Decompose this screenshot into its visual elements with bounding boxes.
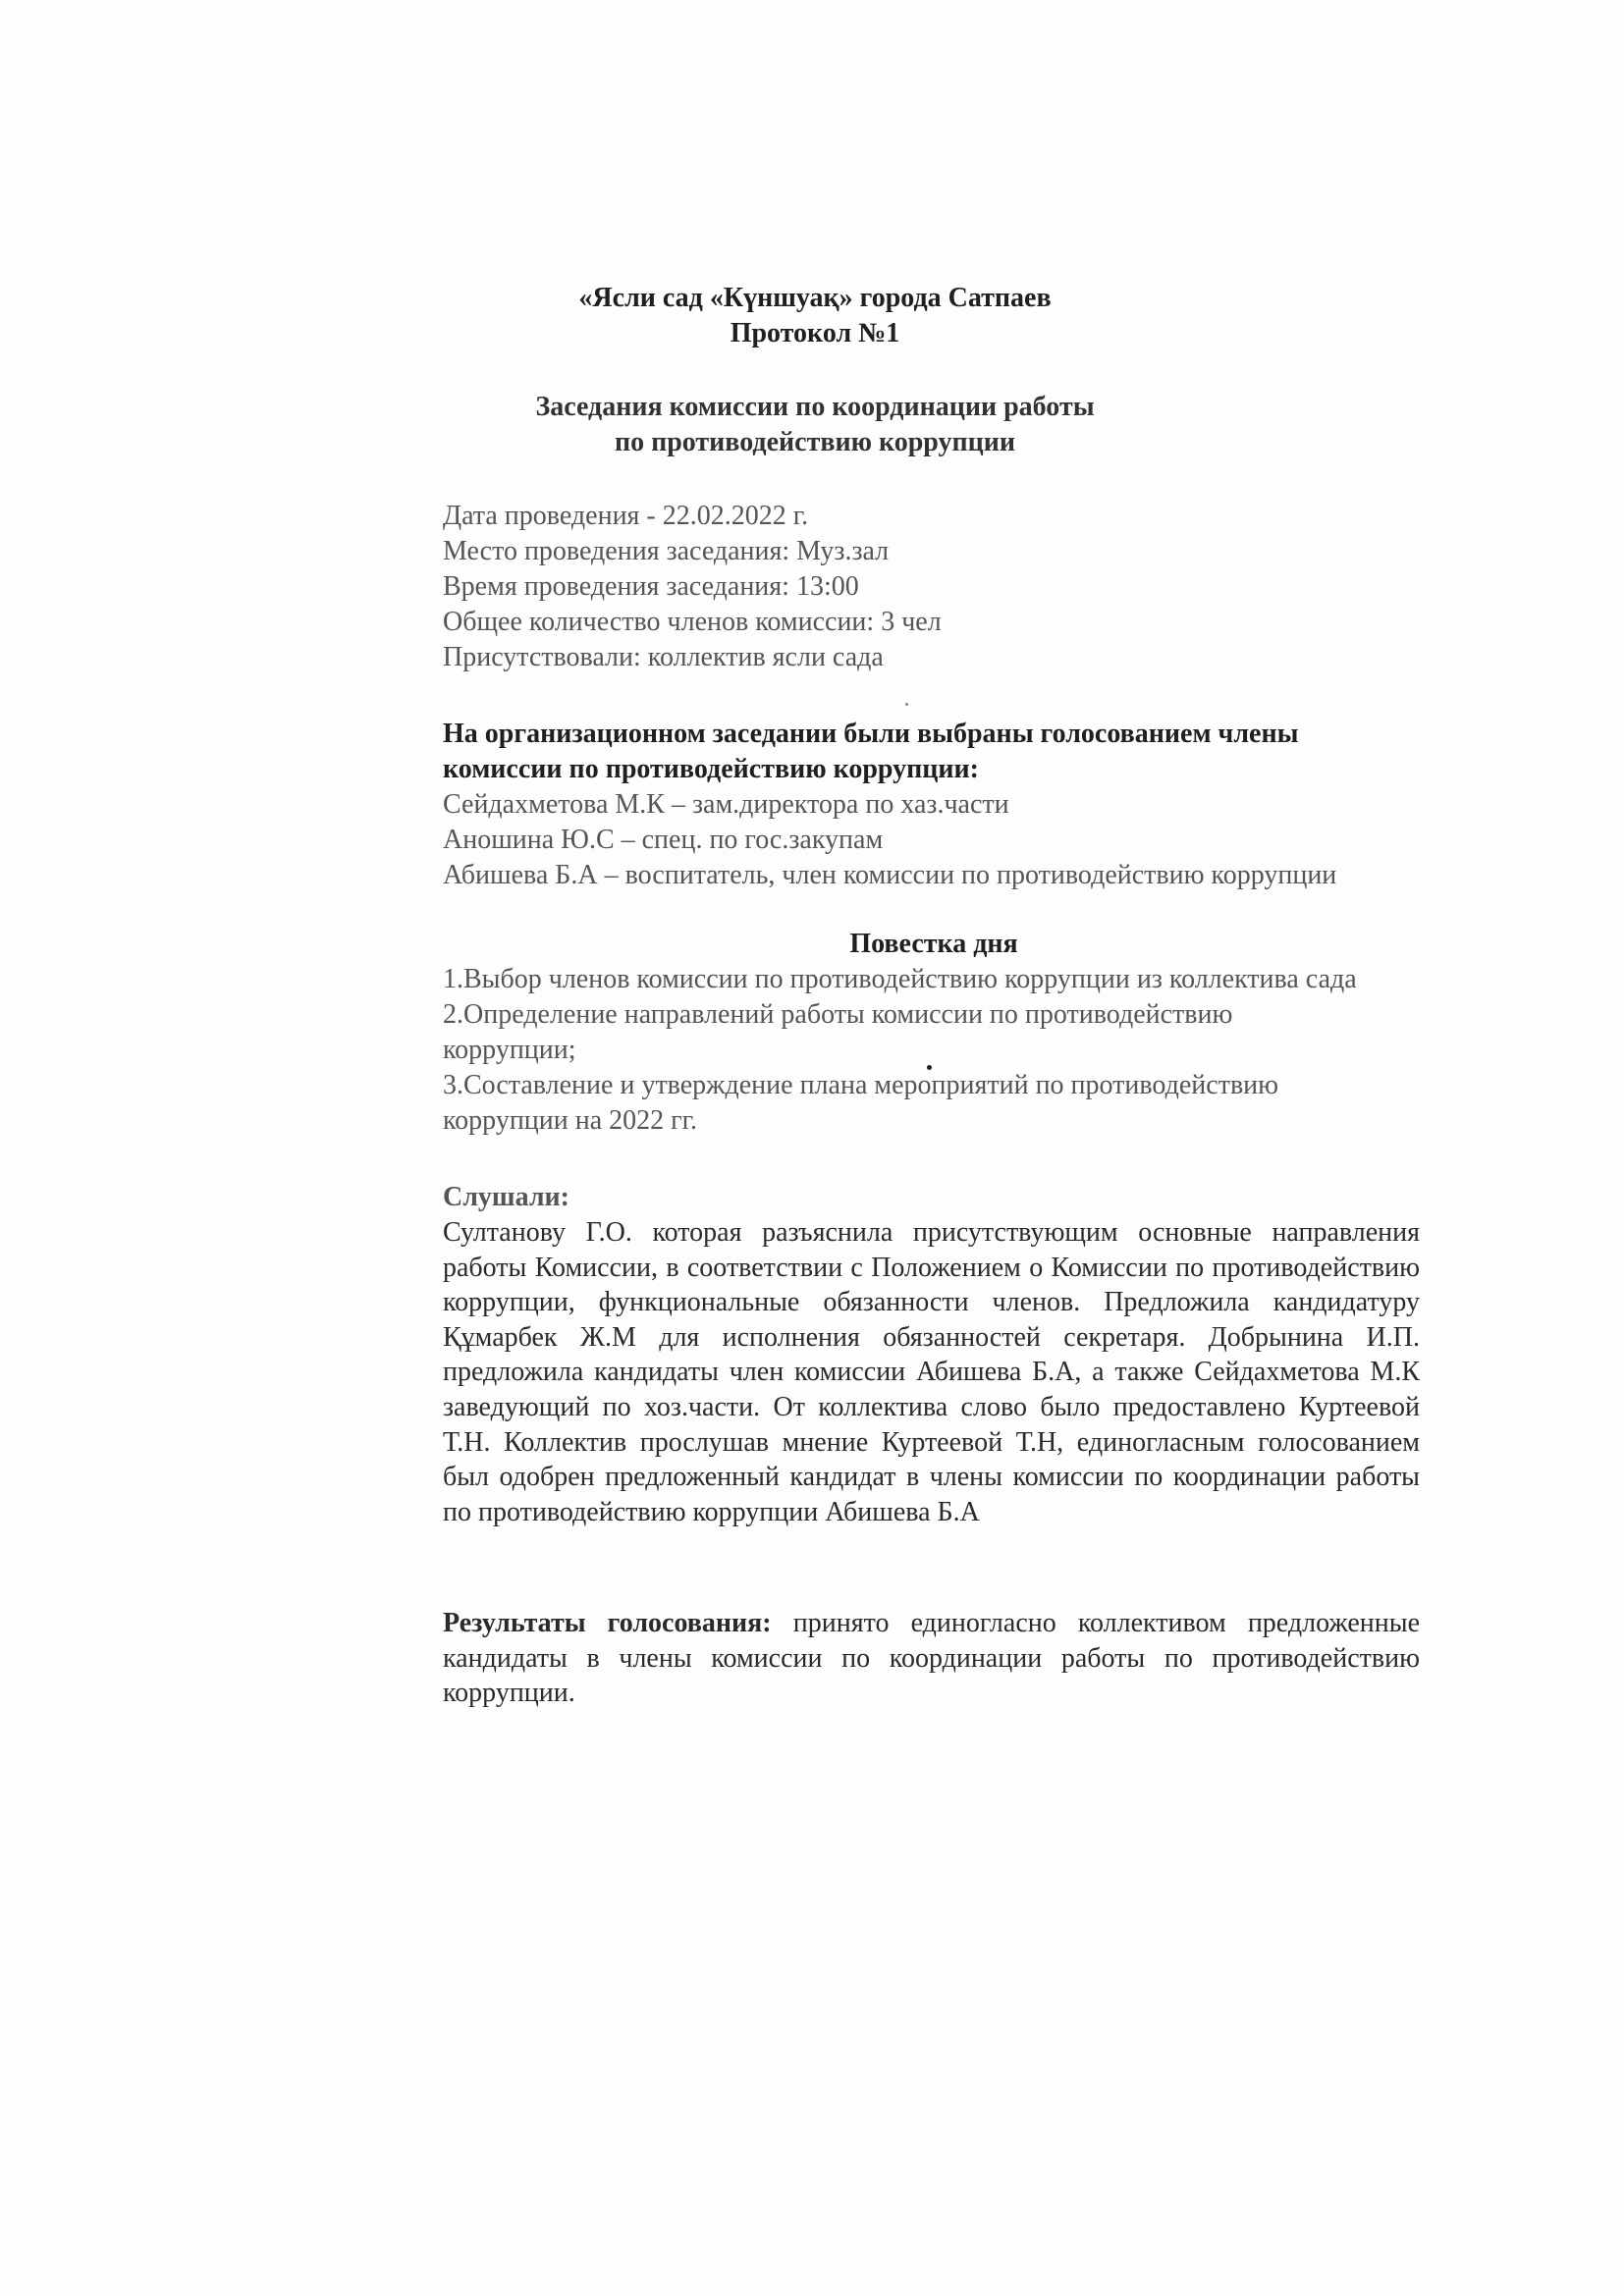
agenda-item: 1.Выбор членов комиссии по противодействию коррупции из коллектива сада	[443, 964, 1357, 994]
agenda-title: Повестка дня	[849, 929, 1018, 959]
voting-results	[443, 1606, 1420, 1711]
protocol-number: Протокол №1	[730, 318, 900, 348]
agenda-item: 3.Составление и утверждение плана мероприятий по противодействию	[443, 1070, 1279, 1100]
agenda-item: 2.Определение направлений работы комиссии по противодействию	[443, 999, 1233, 1030]
scan-speck	[905, 703, 908, 706]
elected-member: Сейдахметова М.К – зам.директора по хаз.части	[443, 789, 1009, 820]
election-heading-line-2: комиссии по противодействию коррупции:	[443, 754, 979, 784]
heard-text: Султанову Г.О. которая разъяснила присутствующим основные направления работы Комиссии, в соответствии с Положением о Комиссии по противодействию коррупции, функциональные обязанности членов. Предложила кандидатуру Құмарбек Ж.М для исполнения обязанностей секретаря. Добрынина И.П. предложила кандидаты член комиссии Абишева Б.А, а также Сейдахметова М.К заведующий по хоз.части. От коллектива слово было предоставлено Куртеевой Т.Н. Коллектив прослушав мнение Куртеевой Т.Н, единогласным голосованием был одобрен предложенный кандидат в члены комиссии по координации работы по противодействию коррупции Абишева Б.А	[443, 1217, 1420, 1527]
agenda-item-continuation: коррупции на 2022 гг.	[443, 1105, 697, 1136]
heard-label: Слушали:	[443, 1182, 569, 1212]
subject-line-2: по противодействию коррупции	[614, 427, 1016, 457]
election-heading-line-1: На организационном заседании были выбраны голосованием члены	[443, 719, 1299, 749]
meeting-date: Дата проведения - 22.02.2022 г.	[443, 501, 809, 531]
members-count: Общее количество членов комиссии: 3 чел	[443, 607, 942, 637]
results-label: Результаты голосования:	[443, 1608, 772, 1638]
elected-member: Аношина Ю.С – спец. по гос.закупам	[443, 825, 884, 855]
document-header	[373, 281, 1257, 351]
meeting-place: Место проведения заседания: Муз.зал	[443, 536, 890, 566]
subject-line-1: Заседания комиссии по координации работы	[535, 392, 1095, 422]
meeting-subject	[373, 390, 1257, 460]
agenda-item-continuation: коррупции;	[443, 1035, 576, 1065]
organization-title: «Ясли сад «Күншуақ» города Сатпаев	[578, 283, 1052, 313]
meeting-time: Время проведения заседания: 13:00	[443, 571, 859, 602]
results-text: принято единогласно коллективом предложенные кандидаты в члены комиссии по координации работы по противодействию коррупции.	[443, 1608, 1420, 1709]
present-attendees: Присутствовали: коллектив ясли сада	[443, 642, 884, 672]
elected-member: Абишева Б.А – воспитатель, член комиссии по противодействию коррупции	[443, 860, 1337, 890]
scan-speck	[927, 1065, 932, 1070]
